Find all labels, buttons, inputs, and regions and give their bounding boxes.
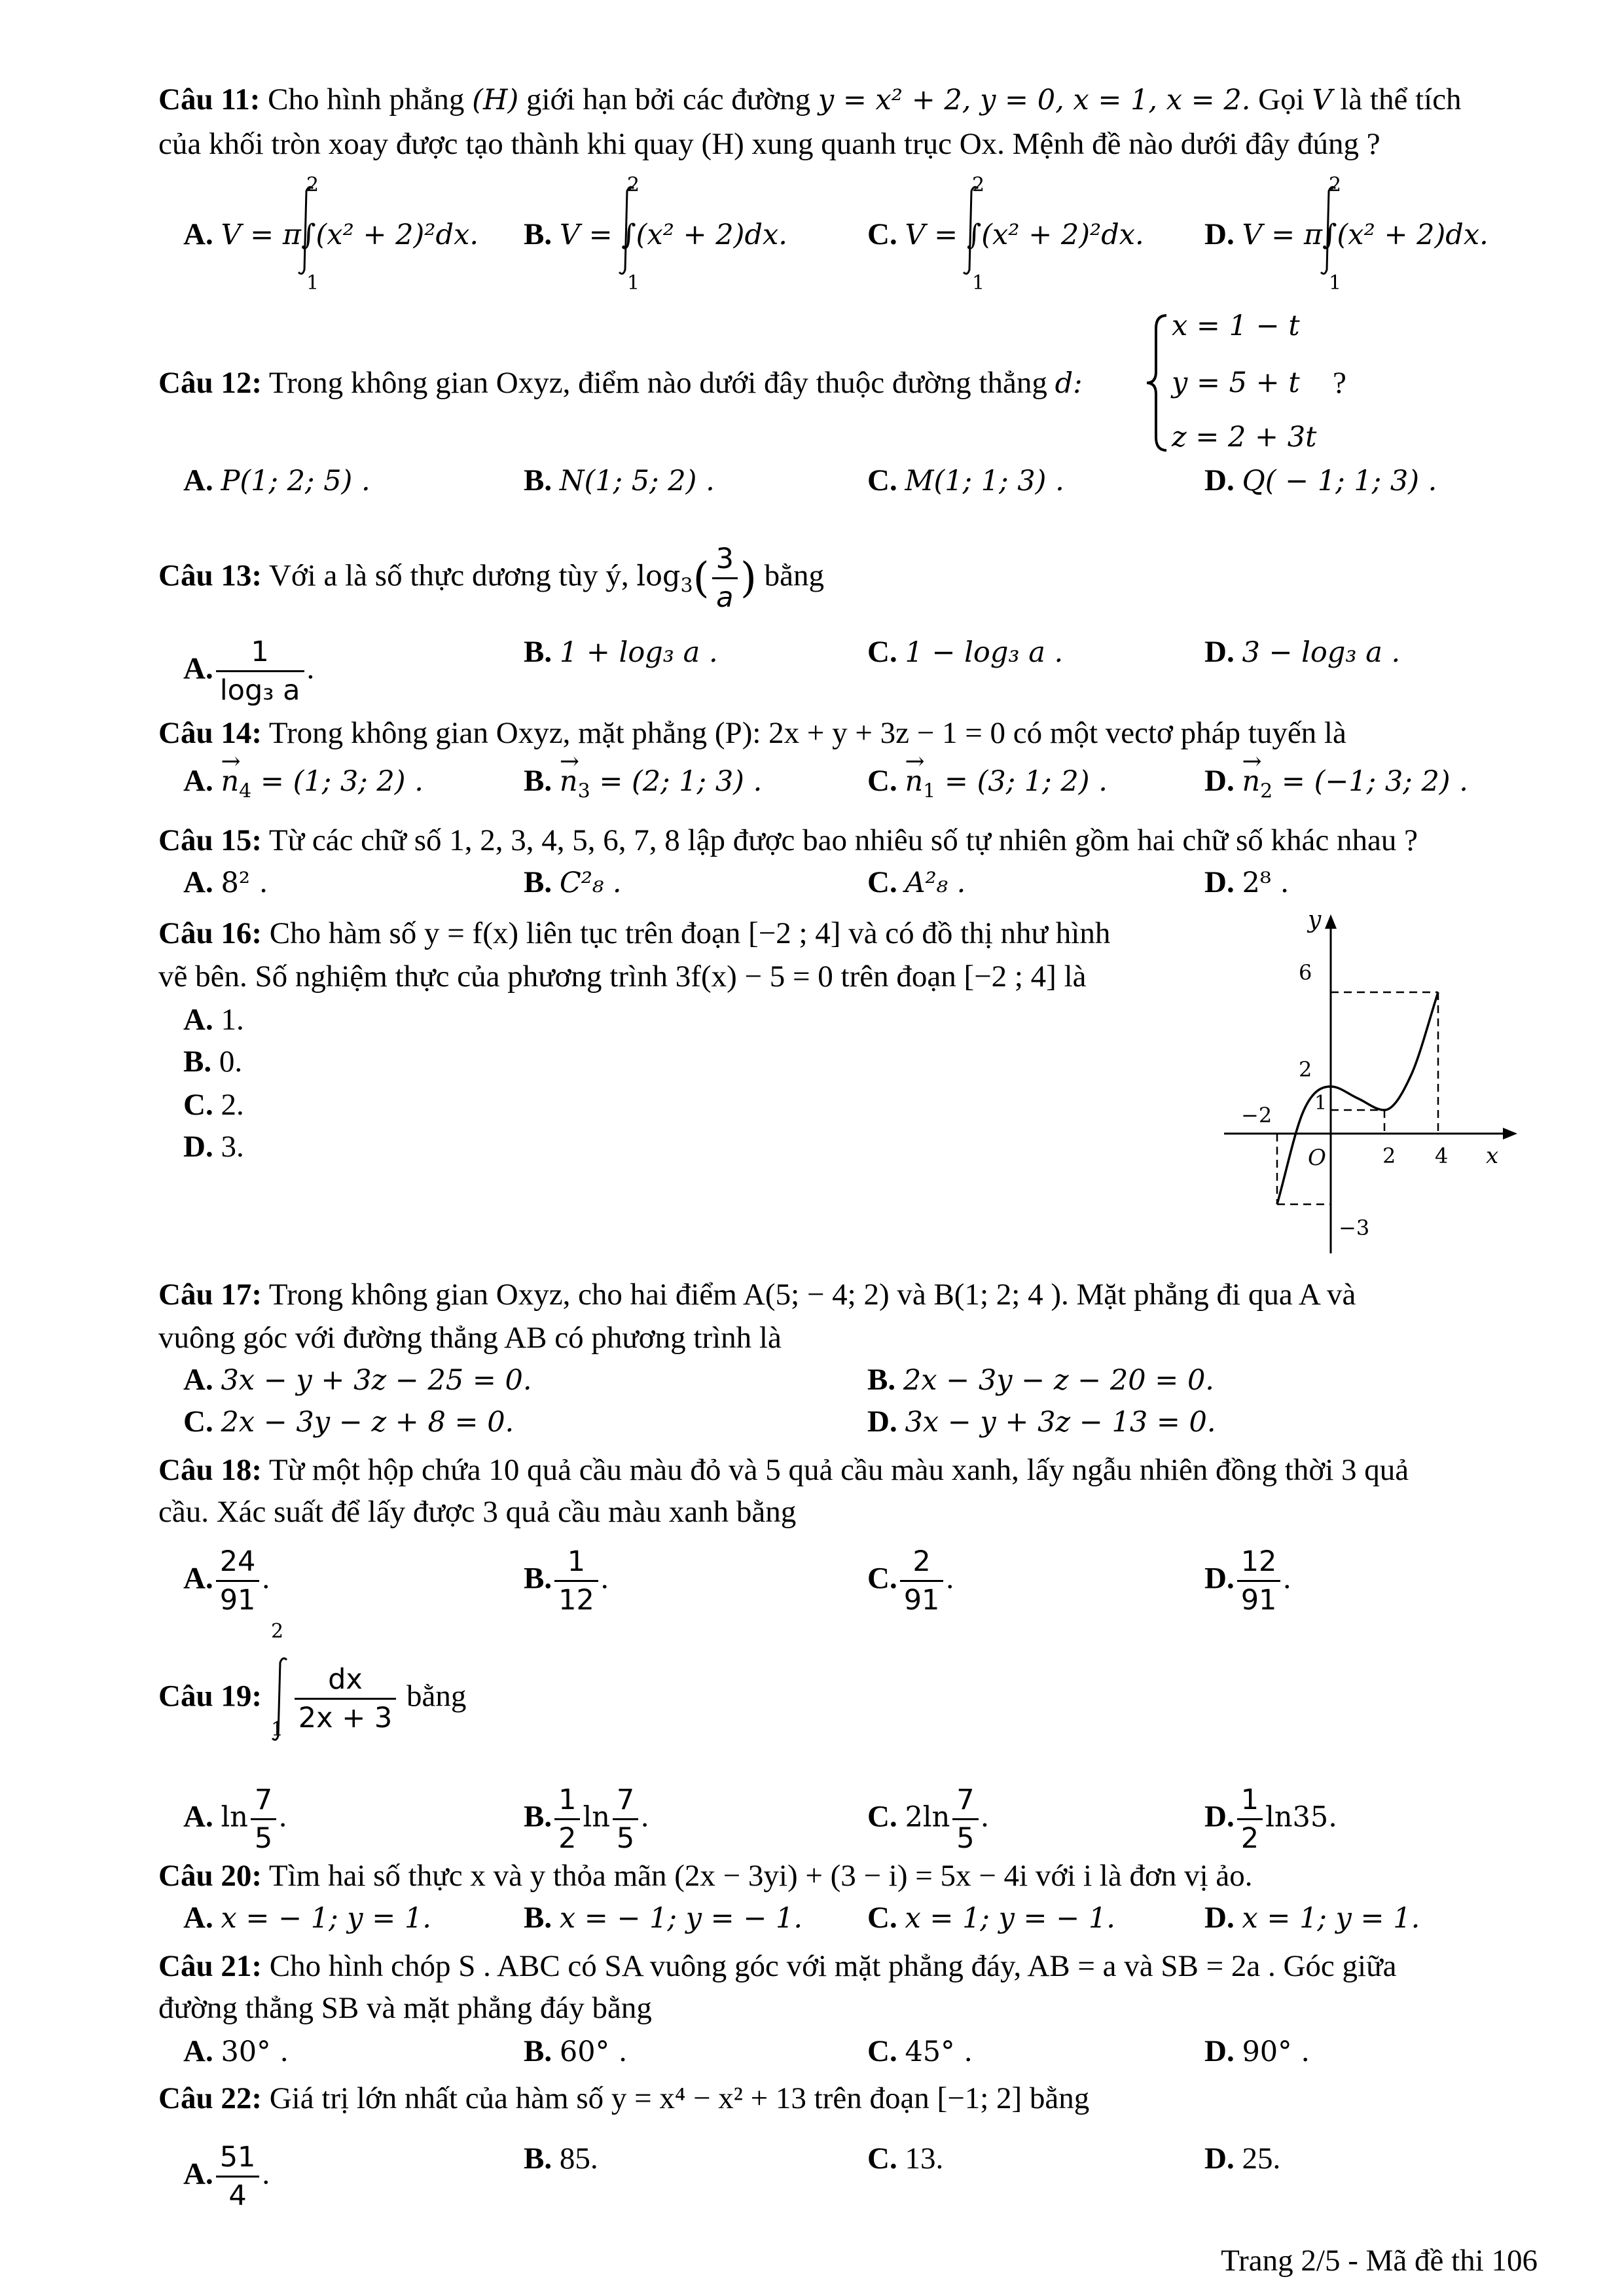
- q18-option-a[interactable]: A. $\frac{24}{91}$ .: [183, 1543, 270, 1619]
- option-letter: D.: [1204, 635, 1235, 669]
- q20-option-b[interactable]: [524, 1899, 803, 1937]
- option-letter: D.: [1204, 463, 1235, 497]
- q20-label: Câu 20:: [158, 1859, 262, 1893]
- q17-option-d[interactable]: [867, 1403, 1216, 1441]
- q11-lower-c: 1: [972, 272, 985, 295]
- q22-opt-a-frac: [216, 2139, 260, 2214]
- option-letter: A.: [183, 463, 213, 497]
- option-letter: C.: [867, 635, 897, 669]
- q16-opt-c-text: 2.: [221, 1088, 244, 1122]
- q14-opt-d-sub: 2: [1260, 780, 1273, 803]
- q18-option-c[interactable]: C. $\frac{2}{91}$ .: [867, 1543, 954, 1619]
- q11-option-b[interactable]: [524, 216, 787, 253]
- q12-eq1: x = 1 − t: [1172, 310, 1300, 342]
- option-letter: A.: [183, 217, 213, 251]
- option-letter: B.: [183, 1045, 212, 1079]
- q11-upper-a: 2: [306, 173, 319, 196]
- q17-option-b[interactable]: [867, 1361, 1214, 1399]
- option-letter: A.: [183, 1003, 213, 1037]
- q11-text-c: Gọi: [1258, 82, 1305, 117]
- q11-curves: y = x² + 2, y = 0, x = 1, x = 2.: [818, 84, 1251, 117]
- q12-option-d[interactable]: [1204, 462, 1437, 499]
- q18-opt-b-den: 12: [558, 1584, 594, 1617]
- q11-lower-d: 1: [1329, 272, 1342, 295]
- q22-opt-a-num: 51: [216, 2139, 260, 2178]
- q20-opt-d-text: x = 1; y = 1.: [1242, 1902, 1420, 1935]
- q13-option-a[interactable]: A. $\frac{1}{\text{log₃ a}}$ .: [183, 634, 314, 709]
- q20-option-d[interactable]: [1204, 1899, 1420, 1937]
- q17-line2: vuông góc với đường thẳng AB có phương trình là: [158, 1321, 782, 1355]
- q13-opt-a-den: log₃ a: [219, 674, 300, 707]
- y-axis-label: y: [1308, 906, 1322, 933]
- q19-opt-c-ln: 2ln: [905, 1801, 950, 1834]
- q19-fraction: [295, 1661, 397, 1736]
- q19-upper: 2: [271, 1620, 284, 1643]
- tick-xm2: −2: [1241, 1103, 1272, 1128]
- q15-opt-a-text: 8² .: [221, 867, 268, 899]
- q19-lower: 1: [271, 1718, 284, 1741]
- option-letter: A.: [183, 764, 213, 798]
- q14-opt-c-sub: 1: [923, 780, 936, 803]
- q15-label: Câu 15:: [158, 823, 262, 857]
- q13-tail: bằng: [764, 558, 825, 593]
- q14-opt-a-sub: 4: [239, 780, 252, 803]
- q12-option-b[interactable]: [524, 462, 715, 499]
- q14-option-d[interactable]: [1204, 762, 1468, 810]
- q21-option-c[interactable]: [867, 2033, 973, 2070]
- integral-sign-icon: [270, 1681, 292, 1717]
- q19-opt-b-coef-num: 1: [554, 1782, 580, 1820]
- q14-opt-c-vector: → n: [905, 763, 923, 800]
- q18-text1: Từ một hộp chứa 10 quả cầu màu đỏ và 5 quả cầu màu xanh, lấy ngẫu nhiên đồng thời 3 quả: [268, 1453, 1409, 1487]
- q13-opt-c-text: 1 − log₃ a .: [905, 636, 1064, 669]
- q18-opt-c-frac: [900, 1543, 944, 1619]
- q15-option-d[interactable]: [1204, 864, 1289, 901]
- q11-opt-c-text: V = ∫(x² + 2)²dx.: [905, 219, 1144, 251]
- option-letter: B.: [524, 2142, 552, 2176]
- q19-opt-b-coef: [554, 1782, 580, 1857]
- q11-stem: [158, 81, 1462, 118]
- q18-opt-d-den: 91: [1240, 1584, 1277, 1617]
- q18-opt-b-num: 1: [554, 1543, 598, 1582]
- q11-opt-d-text: V = π∫(x² + 2)dx.: [1242, 219, 1489, 251]
- q19-stem: [158, 1661, 466, 1736]
- option-letter: D.: [1204, 1799, 1235, 1834]
- q15-text: Từ các chữ số 1, 2, 3, 4, 5, 6, 7, 8 lập được bao nhiêu số tự nhiên gồm hai chữ số khác nhau ?: [268, 823, 1418, 857]
- q11-line2: của khối tròn xoay được tạo thành khi quay (H) xung quanh trục Ox. Mệnh đề nào dưới đây đúng ?: [158, 127, 1380, 161]
- option-letter: C.: [867, 1799, 897, 1834]
- q22-opt-d-text: 25.: [1242, 2142, 1281, 2176]
- q21-label: Câu 21:: [158, 1949, 262, 1983]
- q19-opt-b-den: 5: [616, 1822, 635, 1855]
- q22-opt-b-text: 85.: [559, 2142, 598, 2176]
- q21-option-a[interactable]: [183, 2033, 289, 2070]
- q19-tail: bằng: [406, 1679, 467, 1713]
- q14-label: Câu 14:: [158, 716, 262, 750]
- x-axis-arrow: [1503, 1128, 1517, 1139]
- q19-opt-a-ln: ln: [221, 1801, 248, 1834]
- q11-text-b: giới hạn bởi các đường: [526, 82, 811, 117]
- q11-opt-b-text: V = ∫(x² + 2)dx.: [559, 219, 787, 251]
- q12-eq2: y = 5 + t: [1172, 367, 1300, 399]
- q14-stem: [158, 715, 1346, 751]
- q11-option-c[interactable]: [867, 216, 1144, 253]
- q17-opt-b-text: 2x − 3y − z − 20 = 0.: [903, 1364, 1214, 1397]
- option-letter: D.: [1204, 764, 1235, 798]
- q14-opt-d-vector: → n: [1242, 763, 1260, 800]
- q20-stem: [158, 1857, 1253, 1894]
- option-letter: D.: [1204, 1901, 1235, 1935]
- q13-den: a: [716, 581, 734, 614]
- q12-opt-a-text: P(1; 2; 5) .: [221, 465, 370, 497]
- q21-text1: Cho hình chóp S . ABC có SA vuông góc với mặt phẳng đáy, AB = a và SB = 2a . Góc giữa: [269, 1949, 1397, 1983]
- q21-option-d[interactable]: [1204, 2033, 1310, 2070]
- q19-opt-a-den: 5: [254, 1822, 273, 1855]
- tick-x4: 4: [1435, 1143, 1449, 1168]
- q13-option-b[interactable]: [524, 634, 718, 671]
- q22-option-d[interactable]: [1204, 2140, 1280, 2177]
- option-letter: B.: [524, 1799, 552, 1834]
- q11-label: Câu 11:: [158, 82, 261, 117]
- q14-opt-d-text: = (−1; 3; 2) .: [1272, 765, 1468, 798]
- q22-option-b[interactable]: [524, 2140, 598, 2177]
- q11-option-a[interactable]: [183, 216, 478, 253]
- q22-option-c[interactable]: [867, 2140, 943, 2177]
- q18-opt-a-frac: [216, 1543, 260, 1619]
- q21-opt-b-text: 60° .: [559, 2036, 628, 2068]
- q19-opt-b-coef-den: 2: [558, 1822, 577, 1855]
- q22-label: Câu 22:: [158, 2081, 262, 2115]
- q18-label: Câu 18:: [158, 1453, 262, 1487]
- q14-option-c[interactable]: [867, 762, 1108, 810]
- tick-y1: 1: [1314, 1092, 1327, 1115]
- option-letter: B.: [524, 1901, 552, 1935]
- q11-upper-c: 2: [972, 173, 985, 196]
- q15-opt-c-text: A²₈ .: [905, 867, 966, 899]
- q21-opt-d-text: 90° .: [1242, 2036, 1310, 2068]
- q19-opt-d-coef-num: 1: [1237, 1782, 1263, 1820]
- q11-region: (H): [472, 84, 519, 117]
- q22-stem: [158, 2080, 1089, 2117]
- option-letter: D.: [183, 1130, 213, 1164]
- q18-line1: [158, 1452, 1409, 1488]
- option-letter: B.: [867, 1363, 896, 1397]
- option-letter: B.: [524, 865, 552, 899]
- q17-opt-d-text: 3x − y + 3z − 13 = 0.: [905, 1406, 1216, 1439]
- q15-opt-b-text: C²₈ .: [559, 867, 622, 899]
- q14-opt-b-text: = (2; 1; 3) .: [590, 765, 763, 798]
- tick-y2: 2: [1299, 1057, 1312, 1082]
- q14-opt-b-sub: 3: [577, 780, 590, 803]
- q13-opt-a-frac: [216, 634, 304, 709]
- q12-option-c[interactable]: [867, 462, 1064, 499]
- tick-x2: 2: [1382, 1143, 1396, 1168]
- q11-text-d: là thể tích: [1340, 82, 1462, 117]
- option-letter: D.: [1204, 1561, 1235, 1596]
- q20-option-a[interactable]: [183, 1899, 431, 1937]
- q12-brace: [1144, 313, 1170, 453]
- q16-option-b[interactable]: [183, 1043, 242, 1080]
- q19-opt-d-text: ln35.: [1265, 1801, 1337, 1834]
- option-letter: A.: [183, 2034, 213, 2068]
- q17-text1: Trong không gian Oxyz, cho hai điểm A(5; − 4; 2) và B(1; 2; 4 ). Mặt phẳng đi qua A và: [268, 1278, 1356, 1312]
- option-letter: C.: [867, 1561, 897, 1596]
- option-letter: C.: [867, 2034, 897, 2068]
- q13-base: 3: [680, 574, 693, 598]
- q12-opt-c-text: M(1; 1; 3) .: [905, 465, 1064, 497]
- q22-opt-a-den: 4: [228, 2179, 247, 2212]
- q16-option-a[interactable]: [183, 1001, 244, 1038]
- q12-qmark: ?: [1333, 366, 1346, 400]
- q12-opt-b-text: N(1; 5; 2) .: [559, 465, 715, 497]
- option-letter: D.: [1204, 2142, 1235, 2176]
- q20-option-c[interactable]: [867, 1899, 1115, 1937]
- option-letter: A.: [183, 1363, 213, 1397]
- q14-option-a[interactable]: [183, 762, 424, 810]
- q18-opt-b-frac: [554, 1543, 598, 1619]
- q13-opt-d-text: 3 − log₃ a .: [1242, 636, 1401, 669]
- q14-option-b[interactable]: [524, 762, 762, 810]
- q13-fraction: [712, 541, 738, 616]
- integral-sign-icon: [617, 185, 636, 276]
- q11-volume: V: [1312, 84, 1333, 117]
- option-letter: B.: [524, 217, 552, 251]
- integral-sign-icon: [1318, 185, 1338, 276]
- option-letter: D.: [1204, 217, 1235, 251]
- q18-opt-d-num: 12: [1237, 1543, 1281, 1582]
- q11-upper-b: 2: [627, 173, 640, 196]
- q16-opt-b-text: 0.: [219, 1045, 243, 1079]
- option-letter: B.: [524, 2034, 552, 2068]
- option-letter: C.: [867, 865, 897, 899]
- option-letter: B.: [524, 635, 552, 669]
- q12-text: Trong không gian Oxyz, điểm nào dưới đây thuộc đường thẳng: [268, 366, 1047, 400]
- q19-den: 2x + 3: [298, 1702, 393, 1734]
- q13-option-c[interactable]: [867, 634, 1063, 671]
- option-letter: A.: [183, 1799, 213, 1834]
- q19-opt-a-num: 7: [251, 1782, 276, 1820]
- q17-option-a[interactable]: [183, 1361, 532, 1399]
- q16-line2: vẽ bên. Số nghiệm thực của phương trình 3f(x) − 5 = 0 trên đoạn [−2 ; 4] là: [158, 960, 1087, 994]
- q12-label: Câu 12:: [158, 366, 262, 400]
- y-axis-arrow: [1325, 914, 1337, 929]
- q15-option-a[interactable]: [183, 864, 268, 901]
- option-letter: A.: [183, 1901, 213, 1935]
- q22-text: Giá trị lớn nhất của hàm số y = x⁴ − x² + 13 trên đoạn [−1; 2] bằng: [269, 2081, 1090, 2115]
- option-letter: C.: [183, 1088, 213, 1122]
- q17-opt-a-text: 3x − y + 3z − 25 = 0.: [221, 1364, 532, 1397]
- q13-opt-a-num: 1: [216, 634, 304, 672]
- q18-opt-a-den: 91: [219, 1584, 256, 1617]
- q16-opt-d-text: 3.: [221, 1130, 244, 1164]
- q14-opt-a-vector: → n: [221, 763, 239, 800]
- q18-option-d[interactable]: D. $\frac{12}{91}$ .: [1204, 1543, 1291, 1619]
- q12-eq3: z = 2 + 3t: [1172, 421, 1317, 454]
- q16-opt-a-text: 1.: [221, 1003, 244, 1037]
- option-letter: D.: [1204, 2034, 1235, 2068]
- q19-opt-d-coef: [1237, 1782, 1263, 1857]
- q13-num: 3: [712, 541, 738, 579]
- q19-option-a[interactable]: A. ln $\frac{7}{5}$ .: [183, 1782, 287, 1857]
- q13-paren-left: (: [693, 554, 710, 603]
- q20-opt-c-text: x = 1; y = − 1.: [905, 1902, 1115, 1935]
- q17-opt-c-text: 2x − 3y − z + 8 = 0.: [221, 1406, 514, 1439]
- option-letter: C.: [867, 463, 897, 497]
- integral-sign-icon: [296, 185, 316, 276]
- q18-line2: cầu. Xác suất để lấy được 3 quả cầu màu xanh bằng: [158, 1495, 797, 1529]
- q19-opt-a-frac: [251, 1782, 276, 1857]
- q12-option-a[interactable]: [183, 462, 370, 499]
- option-letter: C.: [867, 217, 897, 251]
- q13-text: Với a là số thực dương tùy ý,: [268, 558, 629, 593]
- origin-label: O: [1308, 1145, 1326, 1171]
- q21-opt-c-text: 45° .: [905, 2036, 973, 2068]
- q11-text-a: Cho hình phẳng: [268, 82, 465, 117]
- integral-sign-icon: [961, 185, 981, 276]
- q21-line1: [158, 1948, 1396, 1984]
- q18-option-b[interactable]: B. $\frac{1}{12}$ .: [524, 1543, 609, 1619]
- option-letter: A.: [183, 651, 213, 686]
- q15-option-b[interactable]: [524, 864, 622, 901]
- q16-line1: [158, 915, 1110, 952]
- q14-text: Trong không gian Oxyz, mặt phẳng (P): 2x + y + 3z − 1 = 0 có một vectơ pháp tuyến là: [268, 716, 1346, 750]
- q12-line-name: d:: [1055, 367, 1083, 400]
- q11-lower-b: 1: [627, 272, 640, 295]
- q13-label: Câu 13:: [158, 558, 262, 593]
- option-letter: A.: [183, 1561, 213, 1596]
- q18-opt-a-num: 24: [216, 1543, 260, 1582]
- option-letter: B.: [524, 1561, 552, 1596]
- page-footer: Trang 2/5 - Mã đề thi 106: [1221, 2244, 1538, 2278]
- q13-stem: [158, 541, 824, 616]
- q18-opt-c-num: 2: [900, 1543, 944, 1582]
- q22-option-a[interactable]: A. $\frac{51}{4}$ .: [183, 2139, 270, 2214]
- q15-option-c[interactable]: [867, 864, 965, 901]
- q17-line1: [158, 1276, 1356, 1313]
- q20-text: Tìm hai số thực x và y thỏa mãn (2x − 3yi) + (3 − i) = 5x − 4i với i là đơn vị ảo.: [268, 1859, 1253, 1893]
- q21-line2: đường thẳng SB và mặt phẳng đáy bằng: [158, 1991, 652, 2025]
- tick-ym3: −3: [1339, 1215, 1370, 1240]
- q18-opt-d-frac: [1237, 1543, 1281, 1619]
- option-letter: D.: [1204, 865, 1235, 899]
- option-letter: D.: [867, 1405, 897, 1439]
- q15-stem: [158, 822, 1418, 859]
- option-letter: B.: [524, 463, 552, 497]
- q19-opt-b-frac: [613, 1782, 638, 1857]
- q11-lower-a: 1: [306, 272, 319, 295]
- q19-label: Câu 19:: [158, 1679, 262, 1713]
- q22-opt-c-text: 13.: [905, 2142, 944, 2176]
- q11-opt-a-text: V = π∫(x² + 2)²dx.: [221, 219, 478, 251]
- q17-label: Câu 17:: [158, 1278, 262, 1312]
- q14-opt-b-vector: → n: [560, 763, 578, 800]
- q13-log: log: [636, 560, 681, 593]
- q21-opt-a-text: 30° .: [221, 2036, 289, 2068]
- q14-opt-c-text: = (3; 1; 2) .: [935, 765, 1108, 798]
- q20-opt-b-text: x = − 1; y = − 1.: [559, 1902, 803, 1935]
- option-letter: C.: [867, 1901, 897, 1935]
- q11-upper-d: 2: [1329, 173, 1342, 196]
- tick-y6: 6: [1299, 960, 1312, 985]
- q19-opt-c-frac: [952, 1782, 978, 1857]
- q19-opt-c-den: 5: [956, 1822, 975, 1855]
- x-axis-label: x: [1486, 1143, 1499, 1169]
- q19-option-c[interactable]: C. 2ln $\frac{7}{5}$ .: [867, 1782, 988, 1857]
- option-letter: C.: [183, 1405, 213, 1439]
- q16-graph: [1224, 906, 1532, 1260]
- q19-option-d[interactable]: [1204, 1782, 1337, 1857]
- q11-option-d[interactable]: [1204, 216, 1489, 253]
- option-letter: C.: [867, 764, 897, 798]
- q19-opt-b-ln: ln: [583, 1801, 610, 1834]
- q13-option-d[interactable]: [1204, 634, 1400, 671]
- q20-opt-a-text: x = − 1; y = 1.: [221, 1902, 431, 1935]
- option-letter: A.: [183, 865, 213, 899]
- q16-label: Câu 16:: [158, 916, 262, 950]
- function-curve: [1277, 992, 1438, 1204]
- q18-opt-c-den: 91: [903, 1584, 940, 1617]
- q17-option-c[interactable]: [183, 1403, 514, 1441]
- q16-option-c[interactable]: [183, 1086, 244, 1123]
- option-letter: B.: [524, 764, 552, 798]
- q19-opt-c-num: 7: [952, 1782, 978, 1820]
- option-letter: A.: [183, 2157, 213, 2191]
- q16-text1: Cho hàm số y = f(x) liên tục trên đoạn [−2 ; 4] và có đồ thị như hình: [269, 916, 1111, 950]
- q14-opt-a-text: = (1; 3; 2) .: [251, 765, 424, 798]
- q16-option-d[interactable]: [183, 1128, 244, 1165]
- option-letter: C.: [867, 2142, 897, 2176]
- q15-opt-d-text: 2⁸ .: [1242, 867, 1290, 899]
- q13-paren-right: ): [740, 554, 757, 603]
- q19-opt-d-coef-den: 2: [1240, 1822, 1259, 1855]
- q12-stem: [158, 365, 1083, 402]
- q19-option-b[interactable]: B. $\frac{1}{2}$ ln $\frac{7}{5}$ .: [524, 1782, 649, 1857]
- q19-opt-b-num: 7: [613, 1782, 638, 1820]
- q12-opt-d-text: Q( − 1; 1; 3) .: [1242, 465, 1437, 497]
- q21-option-b[interactable]: [524, 2033, 627, 2070]
- q13-opt-b-text: 1 + log₃ a .: [559, 636, 718, 669]
- q19-num: dx: [295, 1661, 397, 1700]
